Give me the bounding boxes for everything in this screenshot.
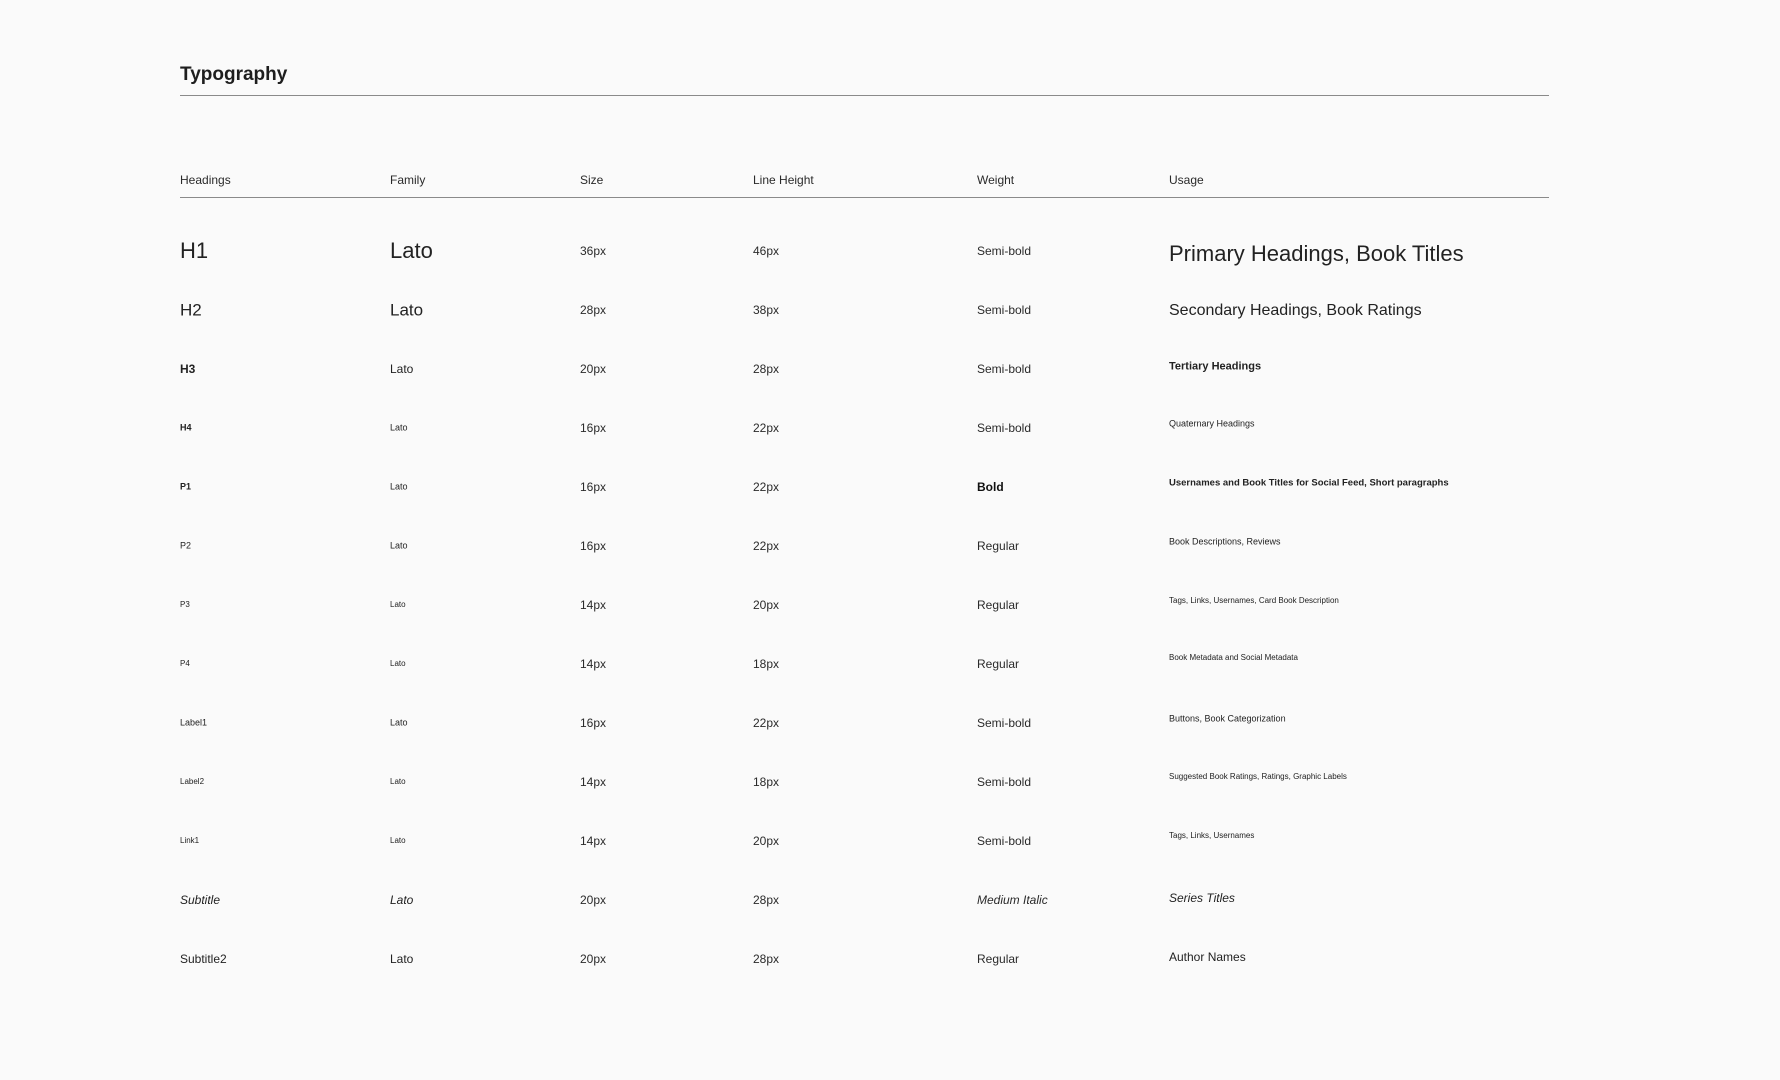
font-size: 14px [580,775,607,789]
usage-text: Primary Headings, Book Titles [1169,241,1464,266]
font-weight: Semi-bold [977,834,1032,848]
line-height: 28px [753,893,780,907]
font-size: 16px [580,421,607,435]
font-family: Lato [390,659,406,668]
font-size: 16px [580,716,607,730]
font-size: 20px [580,362,607,376]
font-family: Lato [390,238,433,263]
font-weight: Bold [977,480,1004,494]
font-family: Lato [390,362,414,376]
usage-text: Usernames and Book Titles for Social Feed, Short paragraphs [1169,477,1449,489]
usage-text: Quaternary Headings [1169,418,1255,429]
style-name: Subtitle2 [180,952,227,966]
font-weight: Semi-bold [977,362,1032,376]
column-header-usage: Usage [1169,173,1204,187]
style-name: Subtitle [180,893,221,907]
column-header-family: Family [390,173,426,187]
header-divider [180,197,1549,198]
title-divider [180,95,1549,96]
usage-text: Author Names [1169,950,1246,964]
font-family: Lato [390,422,408,433]
font-family: Lato [390,893,414,907]
line-height: 22px [753,539,780,553]
line-height: 20px [753,598,780,612]
style-name: H3 [180,362,196,376]
line-height: 22px [753,716,780,730]
line-height: 18px [753,775,780,789]
font-weight: Semi-bold [977,716,1032,730]
column-header-line-height: Line Height [753,173,814,187]
font-size: 14px [580,657,607,671]
font-weight: Regular [977,657,1020,671]
font-family: Lato [390,717,408,728]
font-size: 20px [580,893,607,907]
font-size: 14px [580,834,607,848]
style-name: H2 [180,300,202,320]
column-header-size: Size [580,173,604,187]
line-height: 22px [753,480,780,494]
font-weight: Semi-bold [977,303,1032,317]
font-size: 28px [580,303,607,317]
section-title: Typography [180,64,288,85]
font-family: Lato [390,600,406,609]
column-header-headings: Headings [180,173,231,187]
font-family: Lato [390,952,414,966]
style-name: Label2 [180,777,205,786]
font-size: 16px [580,480,607,494]
style-name: Label1 [180,717,208,728]
line-height: 28px [753,952,780,966]
style-name: P1 [180,481,192,492]
font-weight: Medium Italic [977,893,1048,907]
usage-text: Secondary Headings, Book Ratings [1169,302,1422,319]
usage-text: Tags, Links, Usernames, Card Book Description [1169,596,1339,605]
font-size: 14px [580,598,607,612]
style-name: P3 [180,600,190,609]
usage-text: Series Titles [1169,891,1235,905]
font-family: Lato [390,481,408,492]
column-header-weight: Weight [977,173,1015,187]
font-weight: Regular [977,952,1020,966]
usage-text: Buttons, Book Categorization [1169,713,1286,724]
usage-text: Tags, Links, Usernames [1169,831,1255,840]
font-weight: Regular [977,598,1020,612]
font-family: Lato [390,540,408,551]
font-size: 20px [580,952,607,966]
style-name: P2 [180,540,192,551]
line-height: 18px [753,657,780,671]
style-name: H1 [180,238,209,263]
font-weight: Regular [977,539,1020,553]
line-height: 22px [753,421,780,435]
usage-text: Tertiary Headings [1169,360,1262,373]
font-weight: Semi-bold [977,775,1032,789]
font-family: Lato [390,777,406,786]
usage-text: Book Descriptions, Reviews [1169,536,1281,547]
font-weight: Semi-bold [977,244,1032,258]
style-name: H4 [180,422,192,433]
line-height: 28px [753,362,780,376]
style-name: P4 [180,659,190,668]
style-name: Link1 [180,836,200,845]
font-size: 36px [580,244,607,258]
font-weight: Semi-bold [977,421,1032,435]
font-size: 16px [580,539,607,553]
line-height: 20px [753,834,780,848]
line-height: 38px [753,303,780,317]
line-height: 46px [753,244,780,258]
font-family: Lato [390,836,406,845]
usage-text: Book Metadata and Social Metadata [1169,653,1298,662]
usage-text: Suggested Book Ratings, Ratings, Graphic Labels [1169,772,1347,781]
font-family: Lato [390,300,424,320]
